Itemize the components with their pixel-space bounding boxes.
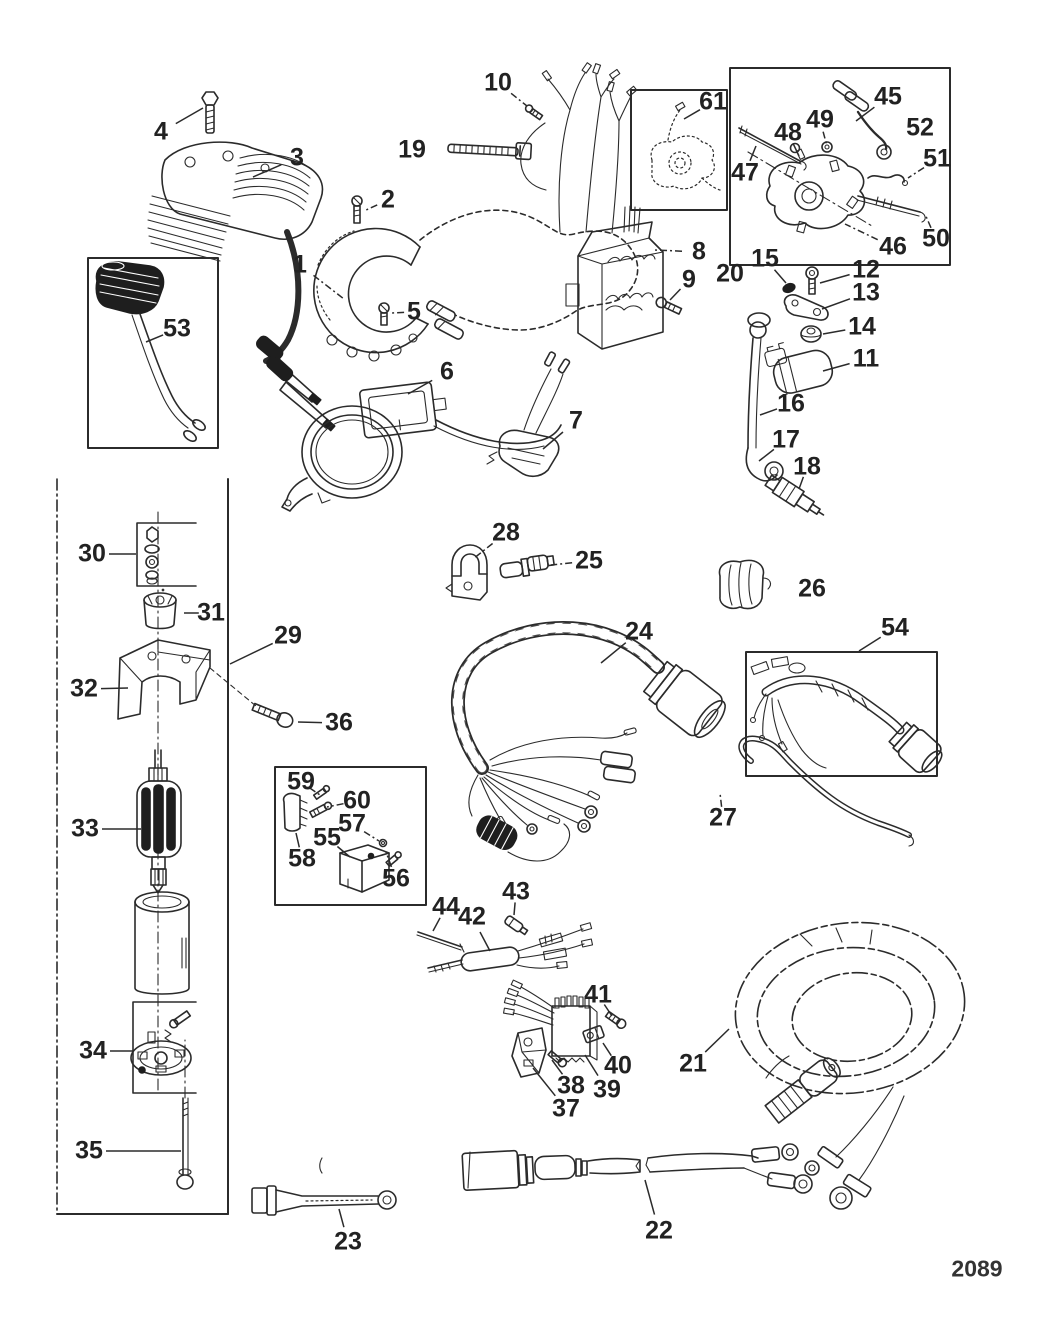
leader-line-49 [823, 132, 827, 146]
leader-line-32 [101, 688, 128, 689]
callout-27: 27 [709, 803, 737, 832]
callout-5: 5 [407, 297, 421, 326]
leader-line-54 [859, 637, 881, 651]
leader-line-6 [408, 380, 432, 394]
callout-50: 50 [922, 224, 950, 253]
callout-28: 28 [492, 518, 520, 547]
callout-17: 17 [772, 425, 800, 454]
callout-15: 15 [751, 244, 779, 273]
leader-line-36 [298, 722, 322, 723]
leader-line-16 [760, 409, 777, 415]
leader-line-25 [551, 563, 572, 565]
leader-line-1 [314, 275, 345, 299]
leader-line-11 [823, 364, 850, 371]
callout-59: 59 [287, 767, 315, 796]
leader-line-46 [845, 224, 878, 240]
callout-45: 45 [874, 82, 902, 111]
callout-22: 22 [645, 1216, 673, 1245]
callout-8: 8 [692, 237, 706, 266]
leader-line-4 [176, 108, 203, 124]
callout-12: 12 [852, 255, 880, 284]
leader-line-61 [684, 110, 700, 119]
leader-line-10 [511, 93, 527, 106]
callout-57: 57 [338, 809, 366, 838]
callout-4: 4 [154, 117, 168, 146]
callout-54: 54 [881, 613, 909, 642]
leader-line-37 [533, 1068, 555, 1096]
leader-line-22 [645, 1180, 655, 1215]
leader-line-45 [856, 107, 874, 121]
callout-52: 52 [906, 113, 934, 142]
callout-1: 1 [293, 250, 307, 279]
callout-10: 10 [484, 68, 512, 97]
callout-24: 24 [625, 617, 653, 646]
callout-46: 46 [879, 232, 907, 261]
callout-60: 60 [343, 786, 371, 815]
callout-13: 13 [852, 278, 880, 307]
callout-35: 35 [75, 1136, 103, 1165]
callout-61: 61 [699, 87, 727, 116]
callout-9: 9 [682, 265, 696, 294]
leader-line-28 [473, 544, 493, 560]
callout-40: 40 [604, 1051, 632, 1080]
callout-29: 29 [274, 621, 302, 650]
page-number: 2089 [951, 1255, 1003, 1282]
callout-6: 6 [440, 357, 454, 386]
callout-44: 44 [432, 892, 460, 921]
callout-31: 31 [197, 598, 225, 627]
callout-18: 18 [793, 452, 821, 481]
leader-line-9 [670, 289, 681, 300]
callout-14: 14 [848, 312, 876, 341]
callout-48: 48 [774, 118, 802, 147]
leader-line-60 [327, 804, 344, 807]
callout-20: 20 [716, 259, 744, 288]
callout-25: 25 [575, 546, 603, 575]
callout-33: 33 [71, 814, 99, 843]
leader-line-53 [146, 335, 163, 342]
leader-line-24 [601, 643, 626, 663]
leader-line-5 [392, 312, 404, 313]
callout-19: 19 [398, 135, 426, 164]
callout-3: 3 [290, 143, 304, 172]
leader-line-14 [823, 330, 845, 334]
leader-line-42 [480, 932, 490, 951]
callout-21: 21 [679, 1049, 707, 1078]
callout-53: 53 [163, 314, 191, 343]
callout-34: 34 [79, 1036, 107, 1065]
leader-line-51 [908, 168, 924, 178]
callout-23: 23 [334, 1227, 362, 1256]
callout-7: 7 [569, 406, 583, 435]
callout-38: 38 [557, 1071, 585, 1100]
leader-line-7 [543, 432, 563, 449]
leader-line-13 [822, 299, 850, 309]
leader-line-2 [364, 205, 377, 211]
callout-42: 42 [458, 902, 486, 931]
leader-line-39 [585, 1055, 598, 1076]
callout-51: 51 [923, 144, 951, 173]
callout-43: 43 [502, 877, 530, 906]
callout-37: 37 [552, 1094, 580, 1123]
callout-47: 47 [731, 158, 759, 187]
callout-39: 39 [593, 1075, 621, 1104]
callout-11: 11 [852, 344, 880, 373]
callout-41: 41 [584, 980, 612, 1009]
callout-26: 26 [798, 574, 826, 603]
callout-58: 58 [288, 844, 316, 873]
callout-56: 56 [382, 864, 410, 893]
leader-line-29 [230, 643, 273, 664]
leader-line-8 [655, 250, 682, 251]
leader-line-3 [253, 165, 281, 177]
leader-line-57 [364, 832, 379, 841]
callout-16: 16 [777, 389, 805, 418]
callout-36: 36 [325, 708, 353, 737]
callout-30: 30 [78, 539, 106, 568]
leader-line-23 [339, 1209, 344, 1227]
callout-55: 55 [313, 823, 341, 852]
leader-line-12 [820, 275, 850, 283]
callout-32: 32 [70, 674, 98, 703]
leader-line-21 [705, 1029, 729, 1052]
callout-2: 2 [381, 185, 395, 214]
callout-49: 49 [806, 105, 834, 134]
